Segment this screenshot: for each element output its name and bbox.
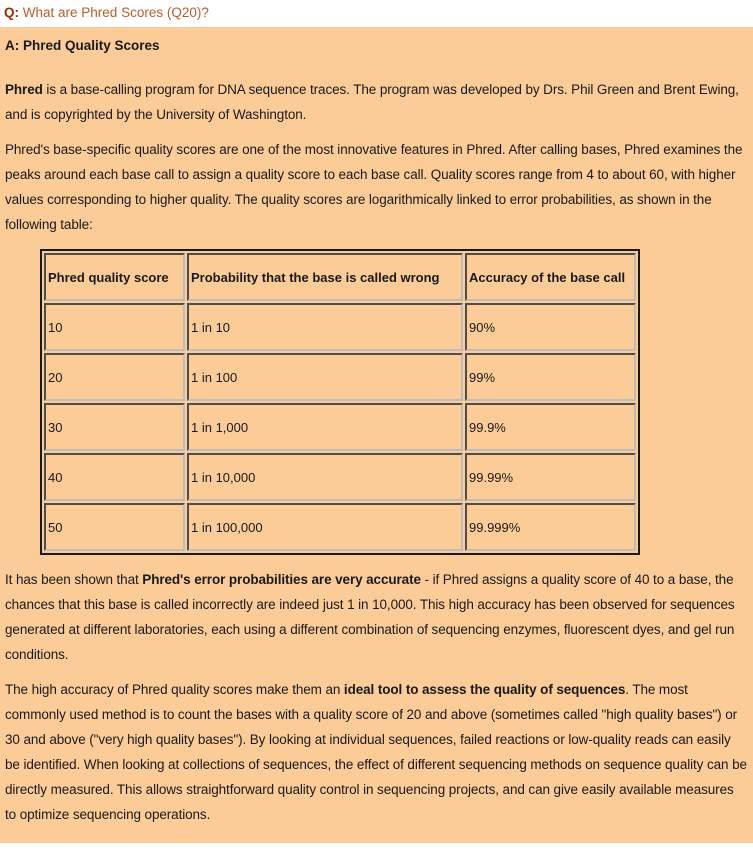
column-header-accuracy: Accuracy of the base call bbox=[465, 253, 636, 301]
table-row bbox=[44, 503, 636, 551]
column-header-score: Phred quality score bbox=[44, 253, 185, 301]
question-label: Q: bbox=[4, 5, 19, 20]
cell-accuracy: 99% bbox=[465, 353, 636, 401]
cell-accuracy: 99.99% bbox=[465, 453, 636, 501]
question-text: What are Phred Scores (Q20)? bbox=[22, 5, 209, 20]
cell-probability: 1 in 100 bbox=[187, 353, 463, 401]
paragraph-ideal-tool bbox=[5, 677, 748, 827]
paragraph-accuracy-post: - if Phred assigns a quality score of 40 to a base, the chances that this base is called incorrectly are indeed just 1 in 10,000. This high accuracy has been observed for sequences generated at different laboratories, each using a different combination of sequencing enzymes, fluorescent dyes, and gel run conditions. bbox=[5, 572, 735, 662]
cell-accuracy: 99.9% bbox=[465, 403, 636, 451]
accuracy-bold: Phred's error probabilities are very accurate bbox=[142, 572, 421, 587]
cell-accuracy: 90% bbox=[465, 303, 636, 351]
cell-score: 50 bbox=[44, 503, 185, 551]
paragraph-accuracy bbox=[5, 567, 748, 667]
cell-score: 30 bbox=[44, 403, 185, 451]
table-header-row bbox=[44, 253, 636, 301]
cell-probability: 1 in 1,000 bbox=[187, 403, 463, 451]
phred-bold: Phred bbox=[5, 82, 43, 97]
paragraph-accuracy-pre: It has been shown that bbox=[5, 572, 143, 587]
paragraph-phred-intro-text: is a base-calling program for DNA sequence traces. The program was developed by Drs. Phil Green and Brent Ewing, and is copyrighted by the University of Washington. bbox=[5, 82, 739, 122]
paragraph-phred-intro bbox=[5, 77, 748, 127]
cell-probability: 1 in 10 bbox=[187, 303, 463, 351]
answer-heading: A: Phred Quality Scores bbox=[5, 38, 160, 53]
answer-block bbox=[0, 27, 753, 843]
paragraph-ideal-tool-post: . The most commonly used method is to count the bases with a quality score of 20 and above (sometimes called "high quality bases") or 30 and above ("very high quality bases"). By looking at individual sequences, failed reactions or low-quality reads can easily be identified. When looking at collections of sequences, the effect of different sequencing methods on sequence quality can be directly measured. This allows straightforward quality control in sequencing projects, and can give easily available measures to optimize sequencing operations. bbox=[5, 682, 747, 822]
paragraph-ideal-tool-pre: The high accuracy of Phred quality scores make them an bbox=[5, 682, 344, 697]
cell-score: 40 bbox=[44, 453, 185, 501]
table-row bbox=[44, 303, 636, 351]
phred-score-table bbox=[40, 249, 640, 555]
question-bar bbox=[0, 0, 753, 27]
paragraph-quality-scores: Phred's base-specific quality scores are one of the most innovative features in Phred. After calling bases, Phred examines the peaks around each base call to assign a quality score to each base call. Quality scores range from 4 to about 60, with higher values corresponding to higher quality. The quality scores are logarithmically linked to error probabilities, as shown in the following table: bbox=[5, 142, 743, 232]
cell-probability: 1 in 100,000 bbox=[187, 503, 463, 551]
table-row bbox=[44, 453, 636, 501]
cell-score: 10 bbox=[44, 303, 185, 351]
column-header-probability: Probability that the base is called wrong bbox=[187, 253, 463, 301]
cell-probability: 1 in 10,000 bbox=[187, 453, 463, 501]
cell-accuracy: 99.999% bbox=[465, 503, 636, 551]
table-row bbox=[44, 353, 636, 401]
cell-score: 20 bbox=[44, 353, 185, 401]
ideal-tool-bold: ideal tool to assess the quality of sequences bbox=[343, 682, 626, 697]
table-row bbox=[44, 403, 636, 451]
